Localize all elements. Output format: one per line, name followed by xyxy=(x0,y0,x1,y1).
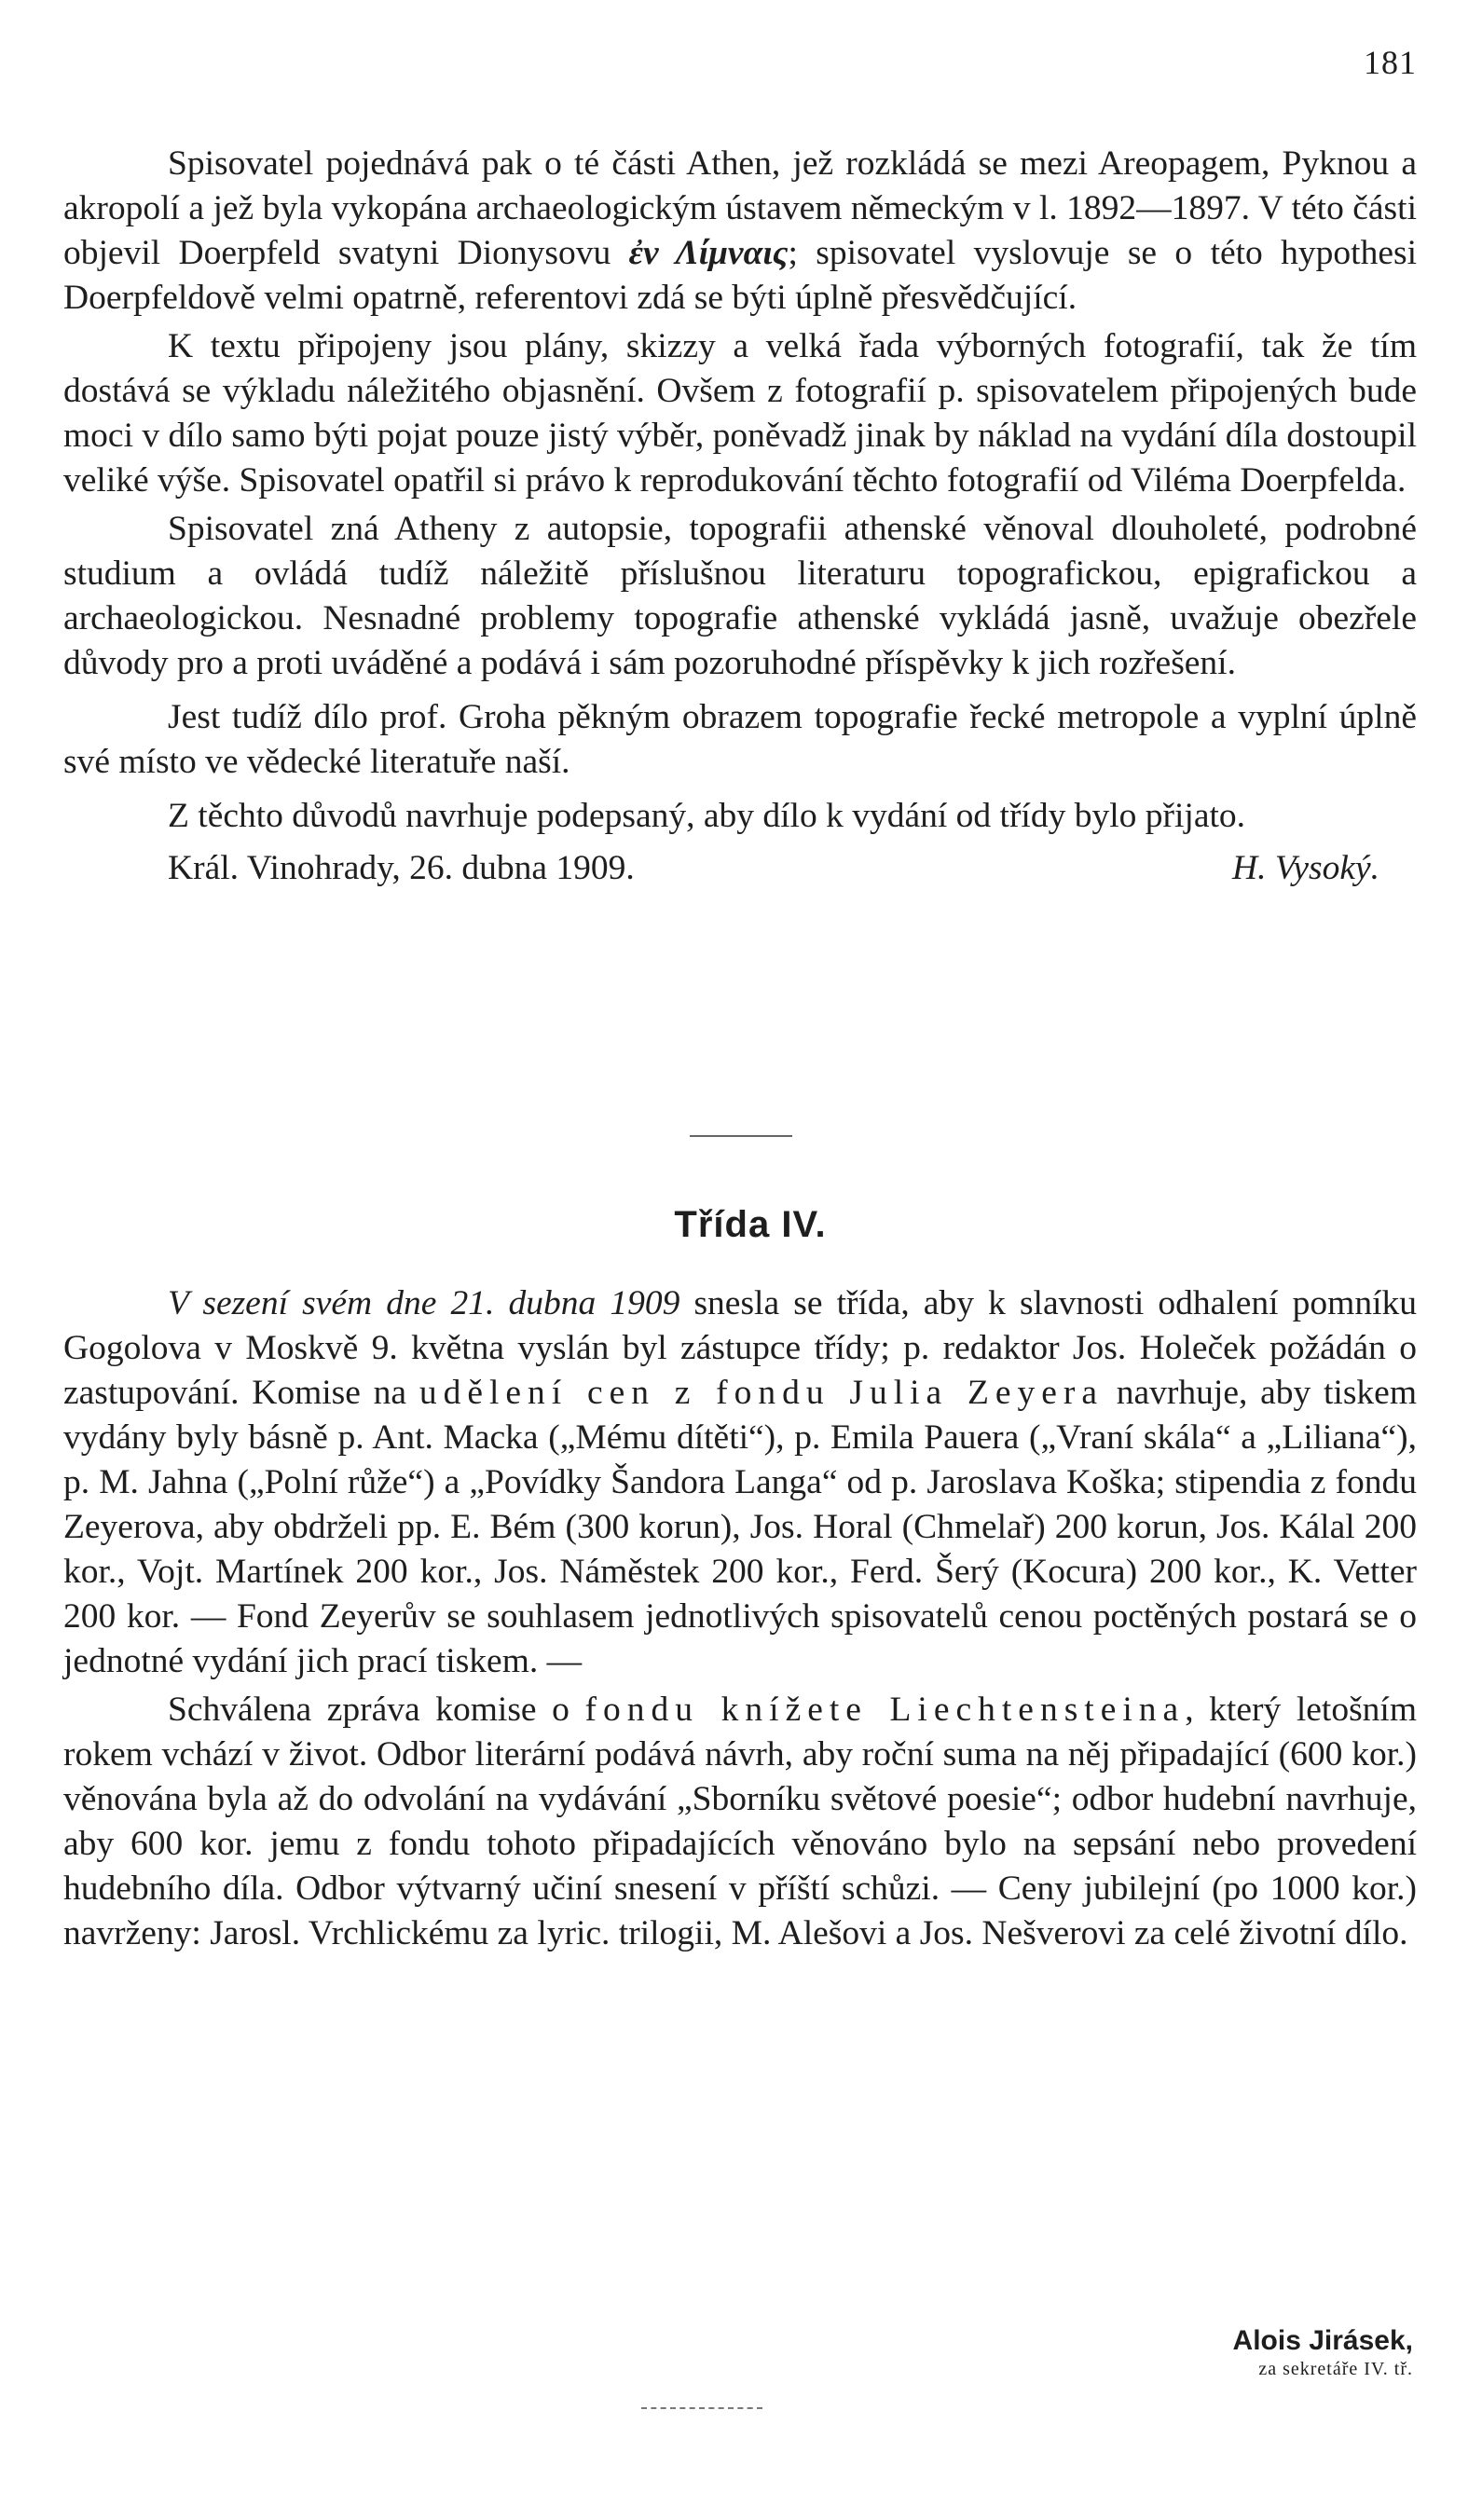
paragraph-text: snesla se třída, aby k slavnosti odhalení pomníku Gogolova v Moskvě 9. května vyslán byl zástupce třídy; p. redaktor Jos. Holeček požádán o zastupování. Komise na xyxy=(63,1284,1417,1412)
paragraph-text: navrhuje, aby tiskem vydány byly básně p. Ant. Macka („Mému dítěti“), p. Emila Pauera („Vraní skála“ a „Liliana“), p. M. Jahna („Polní růže“) a „Povídky Šandora Langa“ od p. Jaroslava Koška; stipendia z fondu Zeyerova, aby obdrželi pp. E. Bém (300 korun), Jos. Horal (Chmelař) 200 korun, Jos. Kálal 200 kor., Vojt. Martínek 200 kor., Jos. Náměstek 200 kor., Ferd. Šerý (Kocura) 200 kor., K. Vetter 200 kor. — Fond Zeyerův se souhlasem jednotlivých spisovatelů cenou poctěných postará se o jednotné vydání jich prací tiskem. — xyxy=(63,1374,1417,1680)
review-text xyxy=(63,142,1417,891)
paragraph-athens-excavation xyxy=(63,142,1417,321)
paragraph-text: ; spisovatel vyslovuje se o této hypothesi Doerpfeldově velmi opatrně, referentovi zdá se býti úplně přesvědčující. xyxy=(63,234,1417,317)
page-number: 181 xyxy=(1364,44,1417,81)
place-date: Král. Vinohrady, 26. dubna 1909. xyxy=(168,849,635,887)
section-divider xyxy=(690,1135,792,1137)
paragraph-text: , který letošním rokem vchází v život. Odbor literární podává návrh, aby roční suma na něj připadající (600 kor.) věnována byla až do odvolání na vydávání „Sborníku světové poesie“; odbor hudební navrhuje, aby 600 kor. jemu z fondu tohoto připadajících věnováno bylo na sepsání nebo provedení hudebního díla. Odbor výtvarný učiní snesení v příští schůzi. — Ceny jubilejní (po 1000 kor.) navrženy: Jarosl. Vrchlickému za lyric. trilogii, M. Alešovi a Jos. Nešverovi za celé životní dílo. xyxy=(63,1691,1417,1952)
end-divider xyxy=(641,2407,762,2409)
session-date: V sezení svém dne 21. dubna 1909 xyxy=(168,1284,680,1322)
place-date-line xyxy=(63,846,1417,891)
liechtenstein-fund-phrase: fondu knížete Liechtensteina xyxy=(584,1691,1186,1729)
paragraph-text: Spisovatel pojednává pak o té části Athen, jež rozkládá se mezi Areopagem, Pyknou a akropolí a jež byla vykopána archaeologickým ústavem německým v l. 1892—1897. V této části objevil Doerpfeld svatyni Dionysovu xyxy=(63,144,1417,272)
zeyer-fund-phrase: udělení cen z fondu Julia Zeyera xyxy=(419,1374,1105,1412)
paragraph-illustrations: K textu připojeny jsou plány, skizzy a velká řada výborných fotografií, tak že tím dostává se výkladu náležitého objasnění. Ovšem z fotografií p. spisovatelem připojených bude moci v dílo samo býti pojat pouze jistý výběr, poněvadž jinak by náklad na vydání díla dostoupil veliké výše. Spisovatel opatřil si právo k reprodukování těchto fotografií od Viléma Doerpfelda. xyxy=(63,327,1417,500)
signature-role: za sekretáře IV. tř. xyxy=(1258,2359,1413,2379)
signature-name: Alois Jirásek, xyxy=(1232,2325,1413,2356)
paragraph-author-expertise: Spisovatel zná Atheny z autopsie, topografii athenské věnoval dlouholeté, podrobné studium a ovládá tudíž náležitě příslušnou literaturu topografickou, epigrafickou a archaeologickou. Nesnadné problemy topografie athenské vykládá jasně, uvažuje obezřele důvody pro a proti uváděné a podává i sám pozoruhodné příspěvky k jich rozřešení. xyxy=(63,510,1417,682)
greek-phrase: ἐν Λίμναις xyxy=(628,234,789,272)
paragraph-text: Schválena zpráva komise o xyxy=(168,1691,585,1729)
paragraph-conclusion: Jest tudíž dílo prof. Groha pěkným obrazem topografie řecké metropole a vyplní úplně své místo ve vědecké literatuře naší. xyxy=(63,698,1417,781)
paragraph-session-report xyxy=(63,1281,1417,1684)
class-report-text xyxy=(63,1281,1417,1956)
paragraph-liechtenstein-fund xyxy=(63,1688,1417,1956)
signature-block xyxy=(1233,2324,1413,2380)
paragraph-recommendation: Z těchto důvodů navrhuje podepsaný, aby dílo k vydání od třídy bylo přijato. xyxy=(168,797,1246,835)
section-heading: Třída IV. xyxy=(674,1204,827,1245)
review-author: H. Vysoký. xyxy=(1232,849,1379,887)
